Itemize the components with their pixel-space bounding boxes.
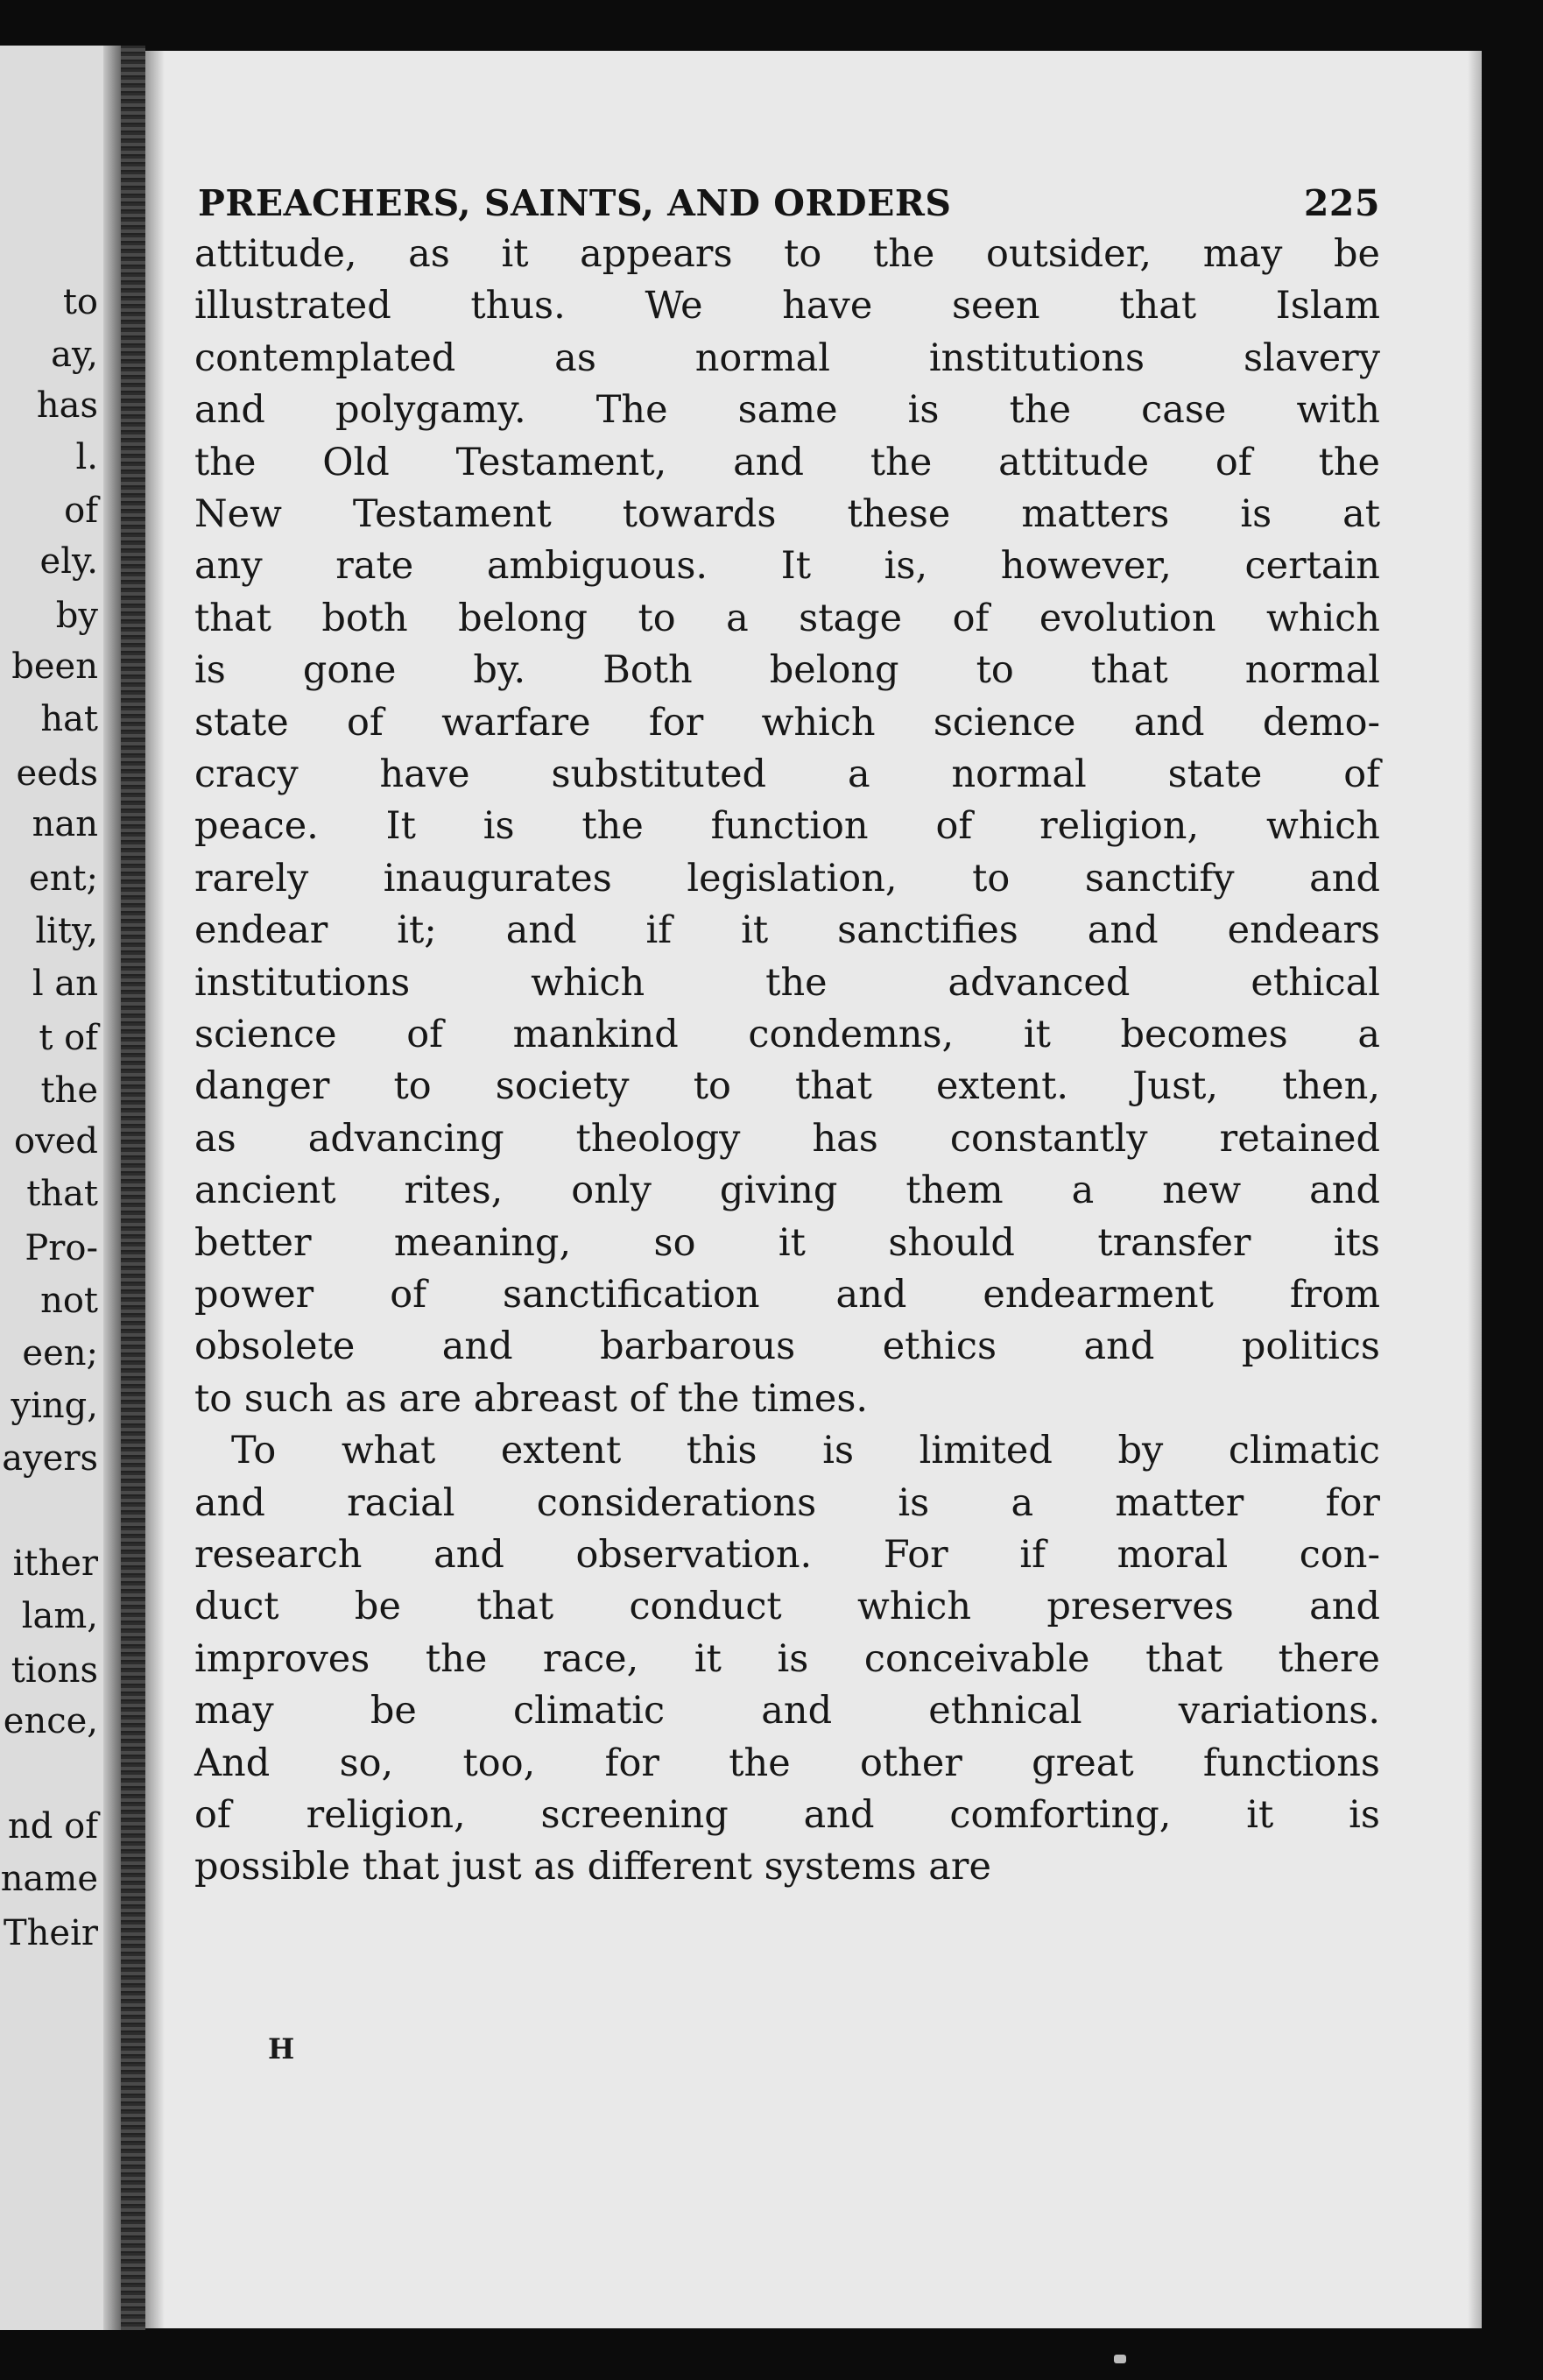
- text-line: and racial considerations is a matter for: [194, 1480, 1380, 1525]
- left-page-line: Their: [3, 1913, 98, 1953]
- left-page-line: tions: [11, 1650, 98, 1691]
- text-line: research and observation. For if moral con-: [194, 1533, 1380, 1577]
- running-head-title: PREACHERS, SAINTS, AND ORDERS: [198, 182, 952, 224]
- text-line: endear it; and if it sanctifies and endears: [194, 908, 1380, 953]
- left-page: [0, 46, 121, 2330]
- text-line: of religion, screening and comforting, it is: [194, 1793, 1380, 1837]
- text-line: the Old Testament, and the attitude of the: [194, 440, 1380, 484]
- spine-shadow: [145, 51, 165, 2328]
- left-page-line: nan: [32, 804, 98, 844]
- text-line: better meaning, so it should transfer its: [194, 1220, 1380, 1265]
- right-page: [145, 51, 1482, 2328]
- left-page-line: t of: [39, 1018, 98, 1058]
- left-page-line: ely.: [39, 541, 98, 582]
- left-page-line: eeds: [16, 753, 98, 794]
- left-page-line: ent;: [29, 858, 98, 899]
- text-line: cracy have substituted a normal state of: [194, 752, 1380, 796]
- left-page-line: the: [40, 1070, 98, 1111]
- left-page-line: ying,: [11, 1386, 98, 1426]
- left-page-line: been: [11, 646, 98, 687]
- left-page-line: Pro-: [25, 1228, 98, 1268]
- left-page-line: not: [40, 1281, 98, 1321]
- left-page-line: lity,: [35, 911, 98, 951]
- left-page-line: to: [62, 282, 98, 322]
- text-line: ancient rites, only giving them a new and: [194, 1169, 1380, 1213]
- left-page-line: has: [36, 385, 98, 426]
- left-page-line: oved: [14, 1121, 98, 1162]
- left-page-line: that: [26, 1174, 98, 1214]
- text-line: as advancing theology has constantly retained: [194, 1116, 1380, 1161]
- left-page-line: l.: [75, 437, 98, 477]
- text-line: that both belong to a stage of evolution which: [194, 596, 1380, 640]
- left-page-line: ence,: [3, 1701, 98, 1741]
- text-line: duct be that conduct which preserves and: [194, 1585, 1380, 1629]
- page-edge-shadow: [1468, 51, 1482, 2328]
- left-page-line: ither: [12, 1543, 98, 1584]
- scan-speck: [1114, 2355, 1126, 2363]
- text-line: contemplated as normal institutions slavery: [194, 335, 1380, 380]
- left-page-line: nd of: [8, 1806, 98, 1847]
- text-line: danger to society to that extent. Just, then,: [194, 1064, 1380, 1109]
- left-page-line: lam,: [21, 1596, 98, 1636]
- signature-mark: H: [268, 2032, 295, 2066]
- text-line: possible that just as different systems are: [194, 1845, 991, 1889]
- left-page-line: hat: [40, 699, 98, 739]
- left-page-line: ay,: [51, 335, 98, 375]
- left-page-line: by: [55, 596, 98, 636]
- text-line: and polygamy. The same is the case with: [194, 388, 1380, 433]
- text-line: New Testament towards these matters is at: [194, 492, 1380, 536]
- text-line: To what extent this is limited by climatic: [231, 1429, 1380, 1473]
- book-gutter: [121, 46, 145, 2330]
- page-number: 225: [1303, 182, 1380, 224]
- text-line: state of warfare for which science and demo-: [194, 700, 1380, 745]
- text-line: power of sanctification and endearment from: [194, 1273, 1380, 1317]
- text-line: is gone by. Both belong to that normal: [194, 648, 1380, 693]
- text-line: attitude, as it appears to the outsider, may be: [194, 232, 1380, 276]
- text-line: And so, too, for the other great functions: [194, 1741, 1380, 1785]
- left-page-line: l an: [32, 964, 98, 1004]
- left-page-line: of: [64, 491, 98, 531]
- left-page-line: een;: [22, 1333, 98, 1374]
- text-line: to such as are abreast of the times.: [194, 1376, 869, 1421]
- left-page-edge: [103, 46, 121, 2330]
- text-line: obsolete and barbarous ethics and politics: [194, 1324, 1380, 1369]
- text-line: peace. It is the function of religion, which: [194, 804, 1380, 849]
- text-line: any rate ambiguous. It is, however, certain: [194, 544, 1380, 589]
- text-line: rarely inaugurates legislation, to sanctify and: [194, 856, 1380, 900]
- text-line: improves the race, it is conceivable that there: [194, 1636, 1380, 1681]
- text-line: science of mankind condemns, it becomes a: [194, 1013, 1380, 1056]
- left-page-line: name: [0, 1859, 98, 1899]
- text-line: institutions which the advanced ethical: [194, 960, 1380, 1005]
- text-line: may be climatic and ethnical variations.: [194, 1689, 1380, 1734]
- left-page-line: ayers: [2, 1438, 98, 1479]
- text-line: illustrated thus. We have seen that Islam: [194, 284, 1380, 328]
